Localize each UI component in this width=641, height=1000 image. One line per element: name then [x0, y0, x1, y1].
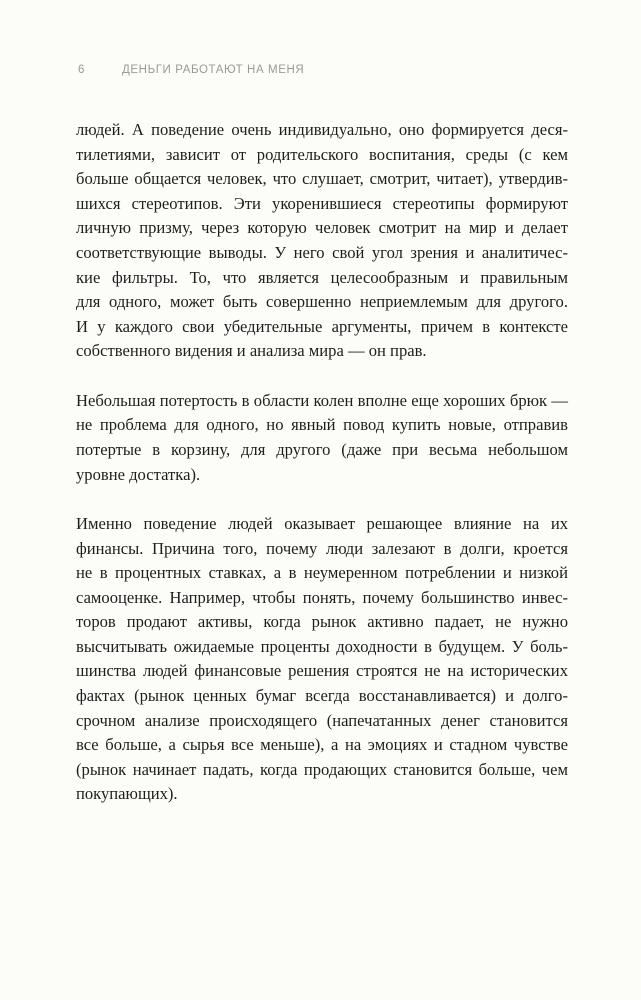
running-header	[78, 64, 304, 76]
text-line: шихся стереотипов. Эти укоренившиеся стереотипы формируют	[76, 193, 568, 213]
body-text	[76, 118, 568, 832]
text-line: людей. А поведение очень индивидуально, оно формируется деся-	[76, 120, 568, 139]
text-line: шинства людей финансовые решения строятся не на исторических	[76, 661, 568, 681]
text-line: уровне достатка).	[76, 464, 201, 484]
text-line: собственного видения и анализа мира — он прав.	[76, 341, 427, 361]
text-line: финансы. Причина того, почему люди залезают в долги, кроется	[76, 538, 568, 558]
text-line: потертые в корзину, для другого (даже при весьма небольшом	[76, 439, 568, 459]
page-number: 6	[78, 64, 85, 76]
paragraph-3	[76, 512, 568, 807]
text-line: тилетиями, зависит от родительского воспитания, среды (с кем	[76, 144, 568, 164]
text-line: не в процентных ставках, а в неумеренном потреблении и низкой	[76, 563, 568, 583]
text-line: высчитывать ожидаемые проценты доходности в будущем. У боль-	[76, 636, 568, 656]
text-line: срочном анализе происходящего (напечатанных денег становится	[76, 710, 568, 730]
text-line: больше общается человек, что слушает, смотрит, читает), утвердив-	[76, 169, 568, 189]
text-line: не проблема для одного, но явный повод купить новые, отправив	[76, 415, 568, 435]
text-line: для одного, может быть совершенно неприемлемым для другого.	[76, 292, 568, 312]
text-line: все больше, а сырья все меньше), а на эмоциях и стадном чувстве	[76, 735, 568, 755]
text-line: соответствующие выводы. У него свой угол зрения и аналитичес-	[76, 242, 568, 262]
text-line: кие фильтры. То, что является целесообразным и правильным	[76, 267, 568, 287]
text-line: Именно поведение людей оказывает решающее влияние на их	[76, 513, 568, 533]
text-line: личную призму, через которую человек смотрит на мир и делает	[76, 218, 568, 238]
text-line: самооценке. Например, чтобы понять, почему большинство инвес-	[76, 587, 568, 607]
text-line: покупающих).	[76, 784, 178, 804]
paragraph-1	[76, 118, 568, 364]
paragraph-2	[76, 389, 568, 487]
book-title: ДЕНЬГИ РАБОТАЮТ НА МЕНЯ	[122, 64, 305, 76]
text-line: Небольшая потертость в области колен вполне еще хороших брюк —	[76, 390, 568, 410]
text-line: торов продают активы, когда рынок активно падает, не нужно	[76, 612, 568, 632]
text-line: (рынок начинает падать, когда продающих становится больше, чем	[76, 759, 568, 779]
text-line: фактах (рынок ценных бумаг всегда восстанавливается) и долго-	[76, 686, 568, 706]
text-line: И у каждого свои убедительные аргументы, причем в контексте	[76, 316, 568, 336]
